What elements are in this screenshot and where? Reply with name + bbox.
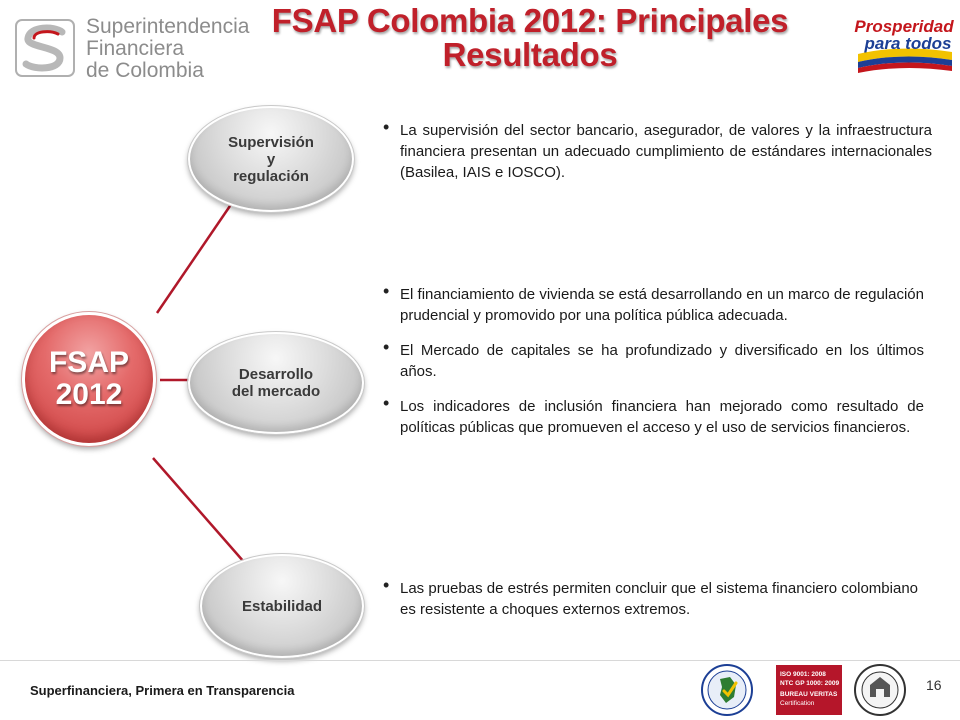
- node-supervision-line-1: Supervisión: [228, 133, 314, 151]
- superfinanciera-logo-mark-icon: [14, 18, 76, 78]
- prosperidad-line-2: para todos: [864, 34, 952, 53]
- prosperidad-line-1: Prosperidad: [854, 17, 954, 36]
- node-supervision-line-3: regulación: [233, 167, 309, 185]
- desarrollo-bullets: [380, 284, 924, 452]
- slide-title-line-1: FSAP Colombia 2012: Principales: [271, 2, 789, 39]
- node-desarrollo-label: [232, 366, 320, 400]
- node-estabilidad: [200, 554, 364, 658]
- node-desarrollo-line-2: del mercado: [231, 383, 321, 400]
- superfinanciera-logo-text: [86, 16, 249, 82]
- bullet-estabilidad-1: • Las pruebas de estrés permiten concluir que el sistema financiero colombiano es resistente a choques externos extremos.: [380, 578, 918, 620]
- fsap-year: 2012: [55, 378, 123, 411]
- colombia-certification-seal-icon: [700, 663, 754, 717]
- prosperidad-logo-graphic: [852, 14, 956, 74]
- badge-bureau: BUREAU VERITAS: [780, 691, 838, 698]
- slide-title: [240, 4, 820, 72]
- bullet-desarrollo-3: • Los indicadores de inclusión financiera han mejorado como resultado de políticas públicas que promueven el acceso y el uso de servicios financieros.: [380, 396, 924, 438]
- node-estabilidad-label: Estabilidad: [241, 597, 323, 615]
- fsap-label: FSAP: [48, 346, 129, 379]
- node-supervision-label: [228, 134, 314, 185]
- badge-cert: Certification: [780, 700, 815, 707]
- estabilidad-bullets: [380, 578, 918, 632]
- bullet-desarrollo-2: • El Mercado de capitales se ha profundizado y diversificado en los últimos años.: [380, 340, 924, 382]
- footer-divider: [0, 660, 960, 661]
- badge-iso-line-1: ISO 9001: 2008: [780, 671, 826, 678]
- slide-title-line-2: Resultados: [442, 36, 618, 73]
- badge-iso-line-2: NTC GP 1000: 2009: [780, 680, 840, 687]
- node-desarrollo-line-1: Desarrollo: [238, 366, 314, 383]
- connector-estabilidad: [153, 458, 244, 562]
- prosperidad-para-todos-logo: [852, 14, 956, 74]
- connector-supervision: [157, 203, 232, 313]
- node-desarrollo-mercado: [188, 332, 364, 434]
- logo-line-3: de Colombia: [86, 59, 204, 82]
- bureau-veritas-certification-icon: [776, 663, 918, 717]
- superfinanciera-logo: [6, 6, 250, 82]
- supervision-bullets: [380, 120, 932, 195]
- logo-line-1: Superintendencia: [86, 15, 250, 38]
- node-supervision-line-2: y: [266, 150, 276, 168]
- fsap-2012-node: [22, 312, 156, 446]
- bullet-desarrollo-1: • El financiamiento de vivienda se está desarrollando en un marco de regulación prudencial y promovido por una política pública adecuada.: [380, 284, 924, 326]
- node-supervision-regulacion: [188, 106, 354, 212]
- page-number: 16: [926, 677, 942, 693]
- footer-tagline: Superfinanciera, Primera en Transparencia: [30, 683, 295, 698]
- bullet-supervision-1: • La supervisión del sector bancario, asegurador, de valores y la infraestructura financiera presentan un adecuado cumplimiento de estándares internacionales (Basilea, IAIS e IOSCO).: [380, 120, 932, 183]
- logo-line-2: Financiera: [86, 37, 185, 60]
